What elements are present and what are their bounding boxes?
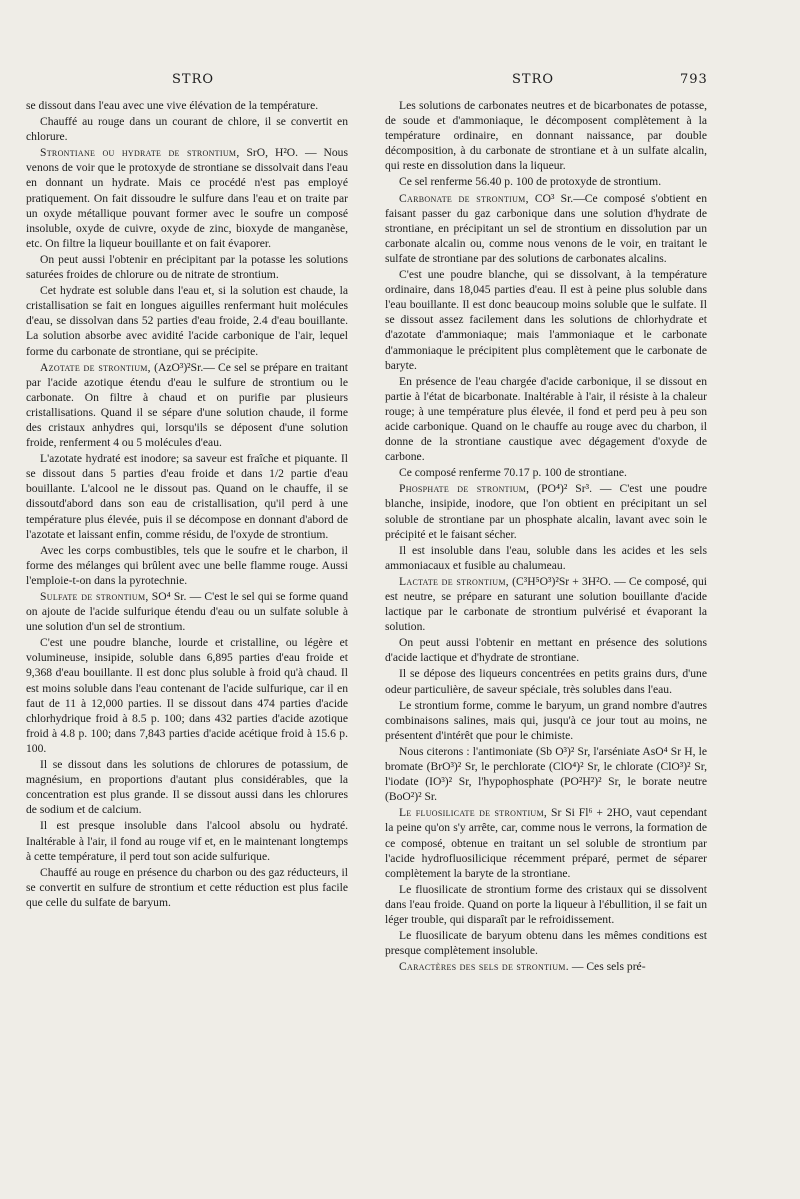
paragraph: [26, 451, 348, 542]
section-heading: Azotate de strontium,: [40, 360, 151, 374]
paragraph: [26, 145, 348, 251]
section-heading: Lactate de strontium,: [399, 574, 509, 588]
paragraph-text: (C³H⁵O³)²Sr + 3H²O. — Ce composé, qui est neutre, se prépare en saturant une solution bouillante d'acide lactique par le carbonate de strontium pulvérisé et évaporant la solution.: [385, 574, 708, 634]
paragraph: [385, 481, 707, 541]
paragraph-text: CO³ Sr.—Ce composé s'obtient en faisant passer du gaz carbonique dans une solution d'hydrate de strontiane, en précipitant un sel de strontium en dissolution par un carbonate alcalin ou, comme nous venons de le voir, en traitant le sulfate de strontiane par des solutions de carbonates alcalins.: [385, 191, 708, 265]
paragraph: [26, 360, 348, 451]
paragraph: [385, 98, 707, 173]
paragraph: [385, 698, 707, 743]
paragraph-text: C'est une poudre blanche, lourde et cristalline, ou légère et volumineuse, insipide, soluble dans 6,895 parties d'eau froide et 9,368 d'eau bouillante. Il est donc plus soluble à froid qu'à chaud. Il est moins soluble dans l'eau contenant de l'acide sulfurique, car il en faut de 11 à 12,000 parties. Il se dissout dans 474 parties d'acide chlorhydrique froid à 8.5 p. 100; dans 432 parties d'acide azotique froid à 4.8 p. 100; dans 7,843 parties d'acide acétique froid à 15.6 p. 100.: [26, 636, 348, 755]
paragraph: [385, 374, 707, 465]
paragraph-text: Chauffé au rouge en présence du charbon ou des gaz réducteurs, il se convertit en sulfure de strontium et cette réduction est plus facile que celle du sulfate de baryum.: [26, 865, 348, 909]
paragraph: [385, 744, 707, 804]
paragraph: [385, 267, 707, 373]
paragraph: [385, 959, 707, 974]
paragraph: [26, 589, 348, 634]
running-head-left: STRO: [172, 72, 215, 87]
paragraph-text: Le fluosilicate de strontium forme des cristaux qui se dissolvent dans l'eau froide. Quand on porte la liqueur à l'ébullition, il se fait un léger trouble, qui disparaît par le refroidissement.: [385, 882, 707, 926]
paragraph: [385, 174, 707, 189]
left-column: [26, 98, 348, 911]
paragraph-text: SO⁴ Sr. — C'est le sel qui se forme quand on ajoute de l'acide sulfurique étendu d'eau ou un sulfate soluble à une solution d'un sel de strontium.: [26, 590, 348, 634]
paragraph-text: En présence de l'eau chargée d'acide carbonique, il se dissout en partie à l'état de bicarbonate. Inaltérable à l'air, il résiste à la chaleur rouge; à une température plus élevée, il fond et perd peu à peu son acide carbonique. Quand on le chauffe au rouge avec du charbon, il donne de la strontiane caustique avec dégagement d'oxyde de carbone.: [385, 374, 707, 464]
paragraph-text: (AzO³)²Sr.— Ce sel se prépare en traitant par l'acide azotique étendu d'eau le sulfure de strontium ou le carbonate. On filtre à chaud et on purifie par plusieurs cristallisations. Quand il se sépare d'une solution chaude, il forme des cristaux anhydres qui, lorsqu'ils se déposent d'une solution froide, renferment 4 ou 5 molécules d'eau.: [26, 360, 348, 450]
paragraph: [385, 805, 707, 880]
section-heading: Caractères des sels de strontium.: [399, 960, 569, 974]
paragraph-text: Il se dépose des liqueurs concentrées en petits grains durs, d'une odeur particulière, de saveur spéciale, très solubles dans l'eau.: [385, 667, 707, 696]
paragraph-text: On peut aussi l'obtenir en précipitant par la potasse les solutions saturées froides de chlorure ou de nitrate de strontium.: [26, 252, 348, 282]
paragraph-text: Il est presque insoluble dans l'alcool absolu ou hydraté. Inaltérable à l'air, il fond au rouge vif et, en le maintenant longtemps à cette température, il perd tout son acide sulfurique.: [26, 819, 348, 863]
page-number: 793: [680, 72, 708, 87]
paragraph: [26, 757, 348, 817]
paragraph-text: Ce composé renferme 70.17 p. 100 de strontiane.: [399, 466, 627, 480]
right-column: [385, 98, 707, 975]
paragraph: [26, 252, 348, 282]
paragraph-text: C'est une poudre blanche, qui se dissolvant, à la température ordinaire, dans 18,045 parties d'eau. Il est à peine plus soluble dans l'eau bouillante. Il est donc beaucoup moins soluble que le sulfate. Il se dissout assez facilement dans les solutions de chlorhydrate et d'azotate d'ammoniaque; mais l'ammoniaque et le carbonate d'ammoniaque le précipitent plus complètement que le carbonate de baryte.: [385, 268, 707, 372]
paragraph-text: SrO, H²O. — Nous venons de voir que le protoxyde de strontiane se dissolvait dans l'eau en donnant un hydrate. Mais ce procédé n'est pas employé pratiquement. On fait dissoudre le sulfure dans l'eau et on traite par un oxyde métallique pouvant former avec le soufre un composé insoluble, oxyde de cuivre, oxyde de zinc, bioxyde de manganèse, etc. On filtre la liqueur bouillante et on fait évaporer.: [26, 146, 348, 250]
paragraph-text: Le strontium forme, comme le baryum, un grand nombre d'autres combinaisons salines, mais qui, jusqu'à ce jour tout au moins, ne présentent d'intérêt que pour le chimiste.: [385, 698, 707, 742]
paragraph-text: Avec les corps combustibles, tels que le soufre et le charbon, il forme des mélanges qui brûlent avec une belle flamme rouge. Aussi l'emploie-t-on dans la pyrotechnie.: [26, 543, 348, 587]
paragraph: [26, 865, 348, 910]
paragraph-text: Il se dissout dans les solutions de chlorures de potassium, de magnésium, en proportions d'autant plus considérables, que la concentration est plus grande. Il se dissout aussi dans les chlorures de sodium et de calcium.: [26, 758, 348, 817]
paragraph: [385, 543, 707, 573]
paragraph: [385, 191, 707, 266]
section-heading: Strontiane ou hydrate de strontium,: [40, 146, 240, 160]
paragraph-text: Nous citerons : l'antimoniate (Sb O³)² Sr, l'arséniate AsO⁴ Sr H, le bromate (BrO³)² Sr, le perchlorate (ClO⁴)² Sr, le chlorate (ClO³)² Sr, l'iodate (IO³)² Sr, l'hypophosphate (PO²H²)² Sr, le borate neutre (BoO²)² Sr.: [385, 744, 707, 804]
paragraph-text: Les solutions de carbonates neutres et de bicarbonates de potasse, de soude et d'ammoniaque, le décomposent complètement à la température ordinaire, en donnant naissance, par double décomposition, à du carbonate de strontiane et à un sulfate alcalin, qui reste en dissolution dans la liqueur.: [385, 99, 707, 173]
section-heading: Carbonate de strontium,: [399, 191, 529, 205]
paragraph-text: Il est insoluble dans l'eau, soluble dans les acides et les sels ammoniacaux et fusible au chalumeau.: [385, 543, 707, 572]
paragraph-text: Sr Si Fl⁶ + 2HO, vaut cependant la peine qu'on s'y arrête, car, comme nous le verrons, la formation de ce composé, obtenue en traitant un sel soluble de strontium par l'acide hydrofluosilicique récemment préparé, permet de séparer complètement la baryte de la strontiane.: [385, 806, 707, 880]
paragraph: [26, 543, 348, 588]
paragraph: [385, 465, 707, 480]
paragraph-text: (PO⁴)² Sr³. — C'est une poudre blanche, insipide, inodore, que l'on obtient en précipitant un sel soluble de strontiane par un phosphate alcalin, lavant avec soin le précipité et le faisant sécher.: [385, 482, 707, 541]
section-heading: Le fluosilicate de strontium,: [399, 806, 548, 820]
paragraph-text: L'azotate hydraté est inodore; sa saveur est fraîche et piquante. Il se dissout dans 5 parties d'eau froide et dans 1/2 partie d'eau bouillante. L'alcool ne le dissout pas. Quand on le chauffe, il se dissoutd'abord dans son eau de cristallisation, qu'il perd à une température plus élevée, puis il se décompose en donnant d'abord de l'azotate et laissant enfin, comme résidu, de l'oxyde de strontium.: [26, 452, 348, 541]
paragraph-text: Chauffé au rouge dans un courant de chlore, il se convertit en chlorure.: [26, 115, 348, 144]
paragraph: [385, 882, 707, 927]
running-head-right: STRO: [512, 72, 555, 87]
paragraph-text: Ce sel renferme 56.40 p. 100 de protoxyde de strontium.: [399, 175, 662, 189]
paragraph-text: Cet hydrate est soluble dans l'eau et, si la solution est chaude, la cristallisation se fait en longues aiguilles renfermant huit molécules d'eau, se dissolvan dans 52 parties d'eau froide, 2.4 d'eau bouillante. La solution absorbe avec avidité l'acide carbonique de l'air, lequel forme du carbonate de strontiane, qui se précipite.: [26, 284, 348, 358]
paragraph: [26, 283, 348, 358]
paragraph-text: — Ces sels pré-: [568, 960, 646, 974]
paragraph-text: se dissout dans l'eau avec une vive élévation de la température.: [26, 99, 319, 112]
section-heading: Phosphate de strontium,: [399, 482, 530, 496]
paragraph-text: Le fluosilicate de baryum obtenu dans les mêmes conditions est presque complètement insoluble.: [385, 929, 707, 958]
paragraph: [26, 635, 348, 756]
paragraph-text: On peut aussi l'obtenir en mettant en présence des solutions d'acide lactique et d'hydrate de strontiane.: [385, 636, 707, 665]
paragraph: [26, 818, 348, 863]
paragraph: [385, 928, 707, 958]
section-heading: Sulfate de strontium,: [40, 590, 149, 603]
paragraph: [385, 666, 707, 696]
paragraph: [385, 574, 707, 634]
paragraph: [26, 98, 348, 113]
paragraph: [26, 114, 348, 144]
paragraph: [385, 635, 707, 665]
